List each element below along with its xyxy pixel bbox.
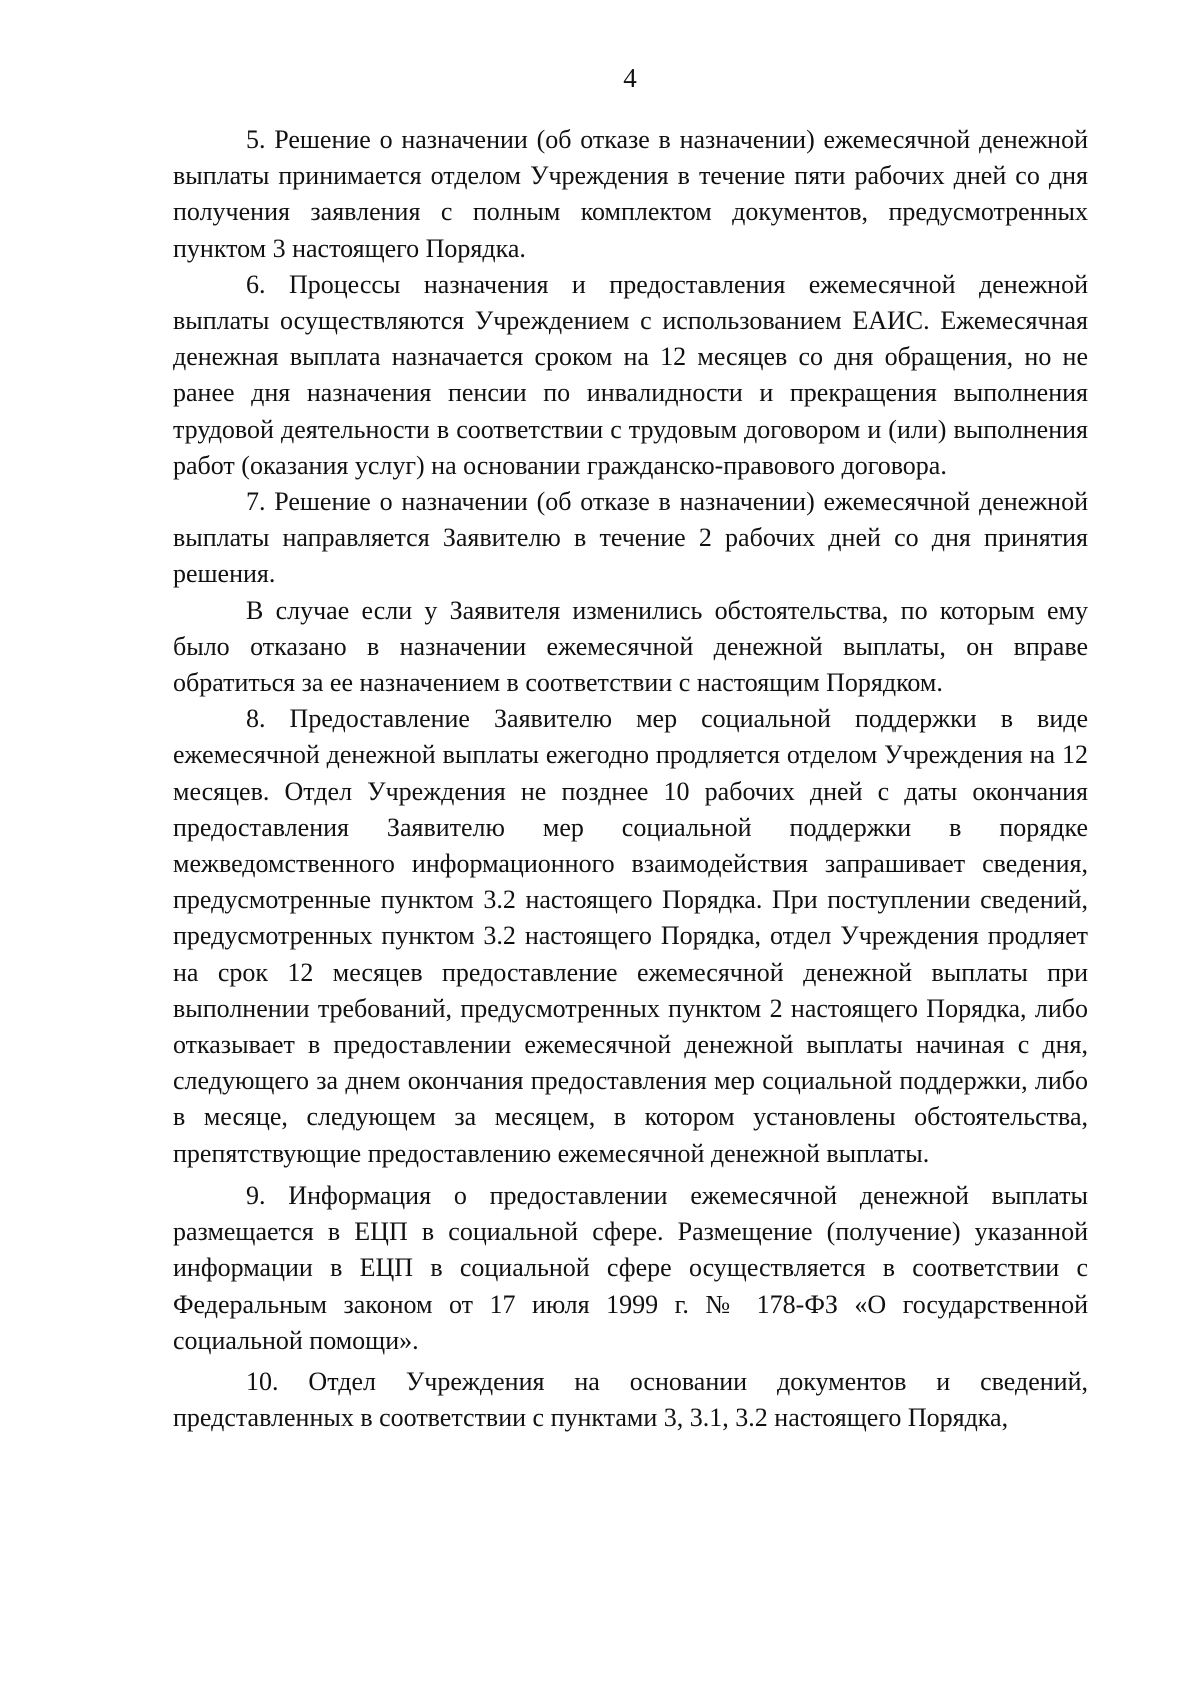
page-number: 4 — [623, 63, 637, 93]
document-body — [173, 122, 1088, 1436]
paragraph-item-8: 8. Предоставление Заявителю мер социальной поддержки в виде ежемесячной денежной выплаты ежегодно продляется отделом Учреждения на 12 месяцев. Отдел Учреждения не позднее 10 рабочих дней с даты окончания предоставления Заявителю мер социальной поддержки в порядке межведомственного информационного взаимодействия запрашивает сведения, предусмотренные пунктом 3.2 настоящего Порядка. При поступлении сведений, предусмотренных пунктом 3.2 настоящего Порядка, отдел Учреждения продляет на срок 12 месяцев предоставление ежемесячной денежной выплаты при выполнении требований, предусмотренных пунктом 2 настоящего Порядка, либо отказывает в предоставлении ежемесячной денежной выплаты начиная с дня, следующего за днем окончания предоставления мер социальной поддержки, либо в месяце, следующем за месяцем, в котором установлены обстоятельства, препятствующие предоставлению ежемесячной денежной выплаты. — [173, 704, 1088, 1168]
paragraph-item-6: 6. Процессы назначения и предоставления ежемесячной денежной выплаты осуществляются Учреждением с использованием ЕАИС. Ежемесячная денежная выплата назначается сроком на 12 месяцев со дня обращения, но не ранее дня назначения пенсии по инвалидности и прекращения выполнения трудовой деятельности в соответствии с трудовым договором и (или) выполнения работ (оказания услуг) на основании гражданско-правового договора. — [173, 269, 1088, 480]
paragraph-item-7: 7. Решение о назначении (об отказе в назначении) ежемесячной денежной выплаты направляется Заявителю в течение 2 рабочих дней со дня принятия решения. — [173, 487, 1088, 589]
paragraph-item-9: 9. Информация о предоставлении ежемесячной денежной выплаты размещается в ЕЦП в социальной сфере. Размещение (получение) указанной информации в ЕЦП в социальной сфере осуществляется в соответствии с Федеральным законом от 17 июля 1999 г. № 178-ФЗ «О государственной социальной помощи». — [173, 1180, 1088, 1355]
paragraph-item-7-continuation: В случае если у Заявителя изменились обстоятельства, по которым ему было отказано в назначении ежемесячной денежной выплаты, он вправе обратиться за ее назначением в соответствии с настоящим Порядком. — [173, 595, 1088, 698]
paragraph-item-10: 10. Отдел Учреждения на основании документов и сведений, представленных в соответствии с пунктами 3, 3.1, 3.2 настоящего Порядка, — [173, 1366, 1088, 1433]
paragraph-item-5: 5. Решение о назначении (об отказе в назначении) ежемесячной денежной выплаты принимается отделом Учреждения в течение пяти рабочих дней со дня получения заявления с полным комплектом документов, предусмотренных пунктом 3 настоящего Порядка. — [173, 125, 1088, 263]
